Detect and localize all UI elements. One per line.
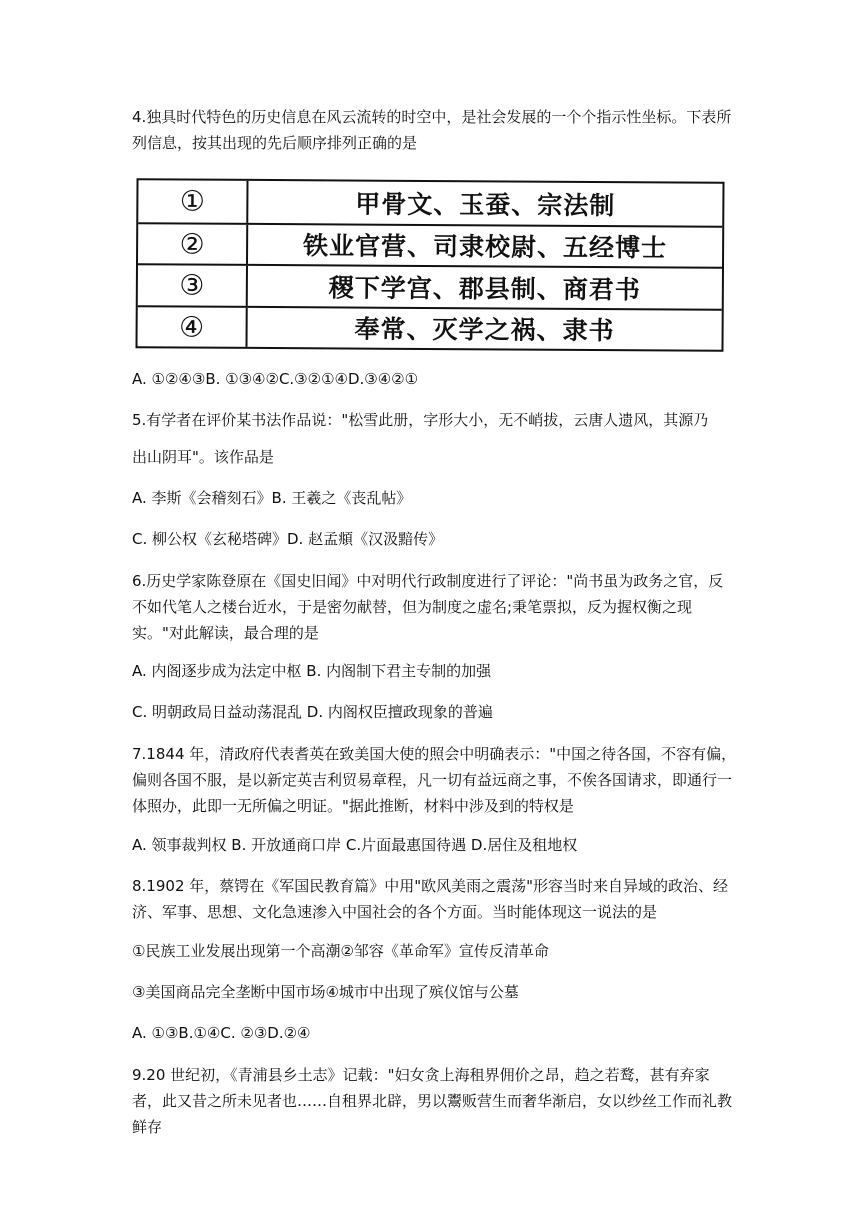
q6-options-1: A. 内阁逐步成为法定中枢 B. 内阁制下君主专制的加强 xyxy=(132,662,492,680)
table-row-text: 稷下学宫、郡县制、商君书 xyxy=(328,273,641,305)
q8-items-1: ①民族工业发展出现第一个高潮②邹容《革命军》宣传反清革命 xyxy=(132,942,549,960)
table-row xyxy=(138,222,722,267)
q4-stem: 4.独具时代特色的历史信息在风云流转的时空中，是社会发展的一个个指示性坐标。下表所列信息，按其出现的先后顺序排列正确的是 xyxy=(132,108,732,152)
table-row xyxy=(138,263,722,308)
table-row-text: 铁业官营、司隶校尉、五经博士 xyxy=(303,231,668,263)
table-row-number: ③ xyxy=(138,265,248,305)
q5-options-1: A. 李斯《会稽刻石》B. 王羲之《丧乱帖》 xyxy=(132,489,412,507)
q9-stem: 9.20 世纪初，《青浦县乡土志》记载："妇女贪上海租界佣价之昂，趋之若鹜，甚有弃家者，此又昔之所未见者也……自租界北辟，男以鬻贩营生而奢华渐启，女以纱丝工作而礼教鲜存 xyxy=(132,1066,733,1136)
q4-options: A. ①②④③B. ①③④②C.③②①④D.③④②① xyxy=(132,370,419,388)
table-row-number: ① xyxy=(138,180,248,222)
q5-stem-line2: 出山阴耳"。该作品是 xyxy=(132,448,274,466)
q5-stem-line1: 5.有学者在评价某书法作品说："松雪此册，字形大小，无不峭拔，云唐人遗风，其源乃 xyxy=(132,411,709,429)
table-row-text: 甲骨文、玉蚕、宗法制 xyxy=(355,189,616,220)
q6-stem: 6.历史学家陈登原在《国史旧闻》中对明代行政制度进行了评论："尚书虽为政务之官，反不如代笔人之楼台近水，于是密勿献替，但为制度之虚名;秉笔票拟，反为握权衡之现实。"对此解读，最合理的是 xyxy=(132,572,724,642)
q8-stem: 8.1902 年，蔡锷在《军国民教育篇》中用"欧风美雨之震荡"形容当时来自异域的政治、经济、军事、思想、文化急速渗入中国社会的各个方面。当时能体现这一说法的是 xyxy=(132,877,729,921)
table-row xyxy=(138,180,722,225)
q8-options: A. ①③B.①④C. ②③D.②④ xyxy=(132,1024,311,1042)
table-row xyxy=(137,305,721,350)
q7-stem: 7.1844 年，清政府代表耆英在致美国大使的照会中明确表示："中国之待各国，不容有偏，偏则各国不服，是以新定英吉利贸易章程，凡一切有益远商之事，不俟各国请求，即通行一体照办，此即一无所偏之明证。"据此推断，材料中涉及到的特权是 xyxy=(132,745,737,815)
q5-options-2: C. 柳公权《玄秘塔碑》D. 赵孟頫《汉汲黯传》 xyxy=(132,530,444,548)
q7-options: A. 领事裁判权 B. 开放通商口岸 C.片面最惠国待遇 D.居住及租地权 xyxy=(132,836,578,854)
table-row-number: ④ xyxy=(137,307,247,347)
q6-options-2: C. 明朝政局日益动荡混乱 D. 内阁权臣擅政现象的普遍 xyxy=(132,703,493,721)
table-row-text: 奉常、灭学之祸、隶书 xyxy=(354,314,615,346)
table-row-number: ② xyxy=(138,224,248,264)
q8-items-2: ③美国商品完全垄断中国市场④城市中出现了殡仪馆与公墓 xyxy=(132,983,519,1001)
q4-table xyxy=(135,178,724,352)
